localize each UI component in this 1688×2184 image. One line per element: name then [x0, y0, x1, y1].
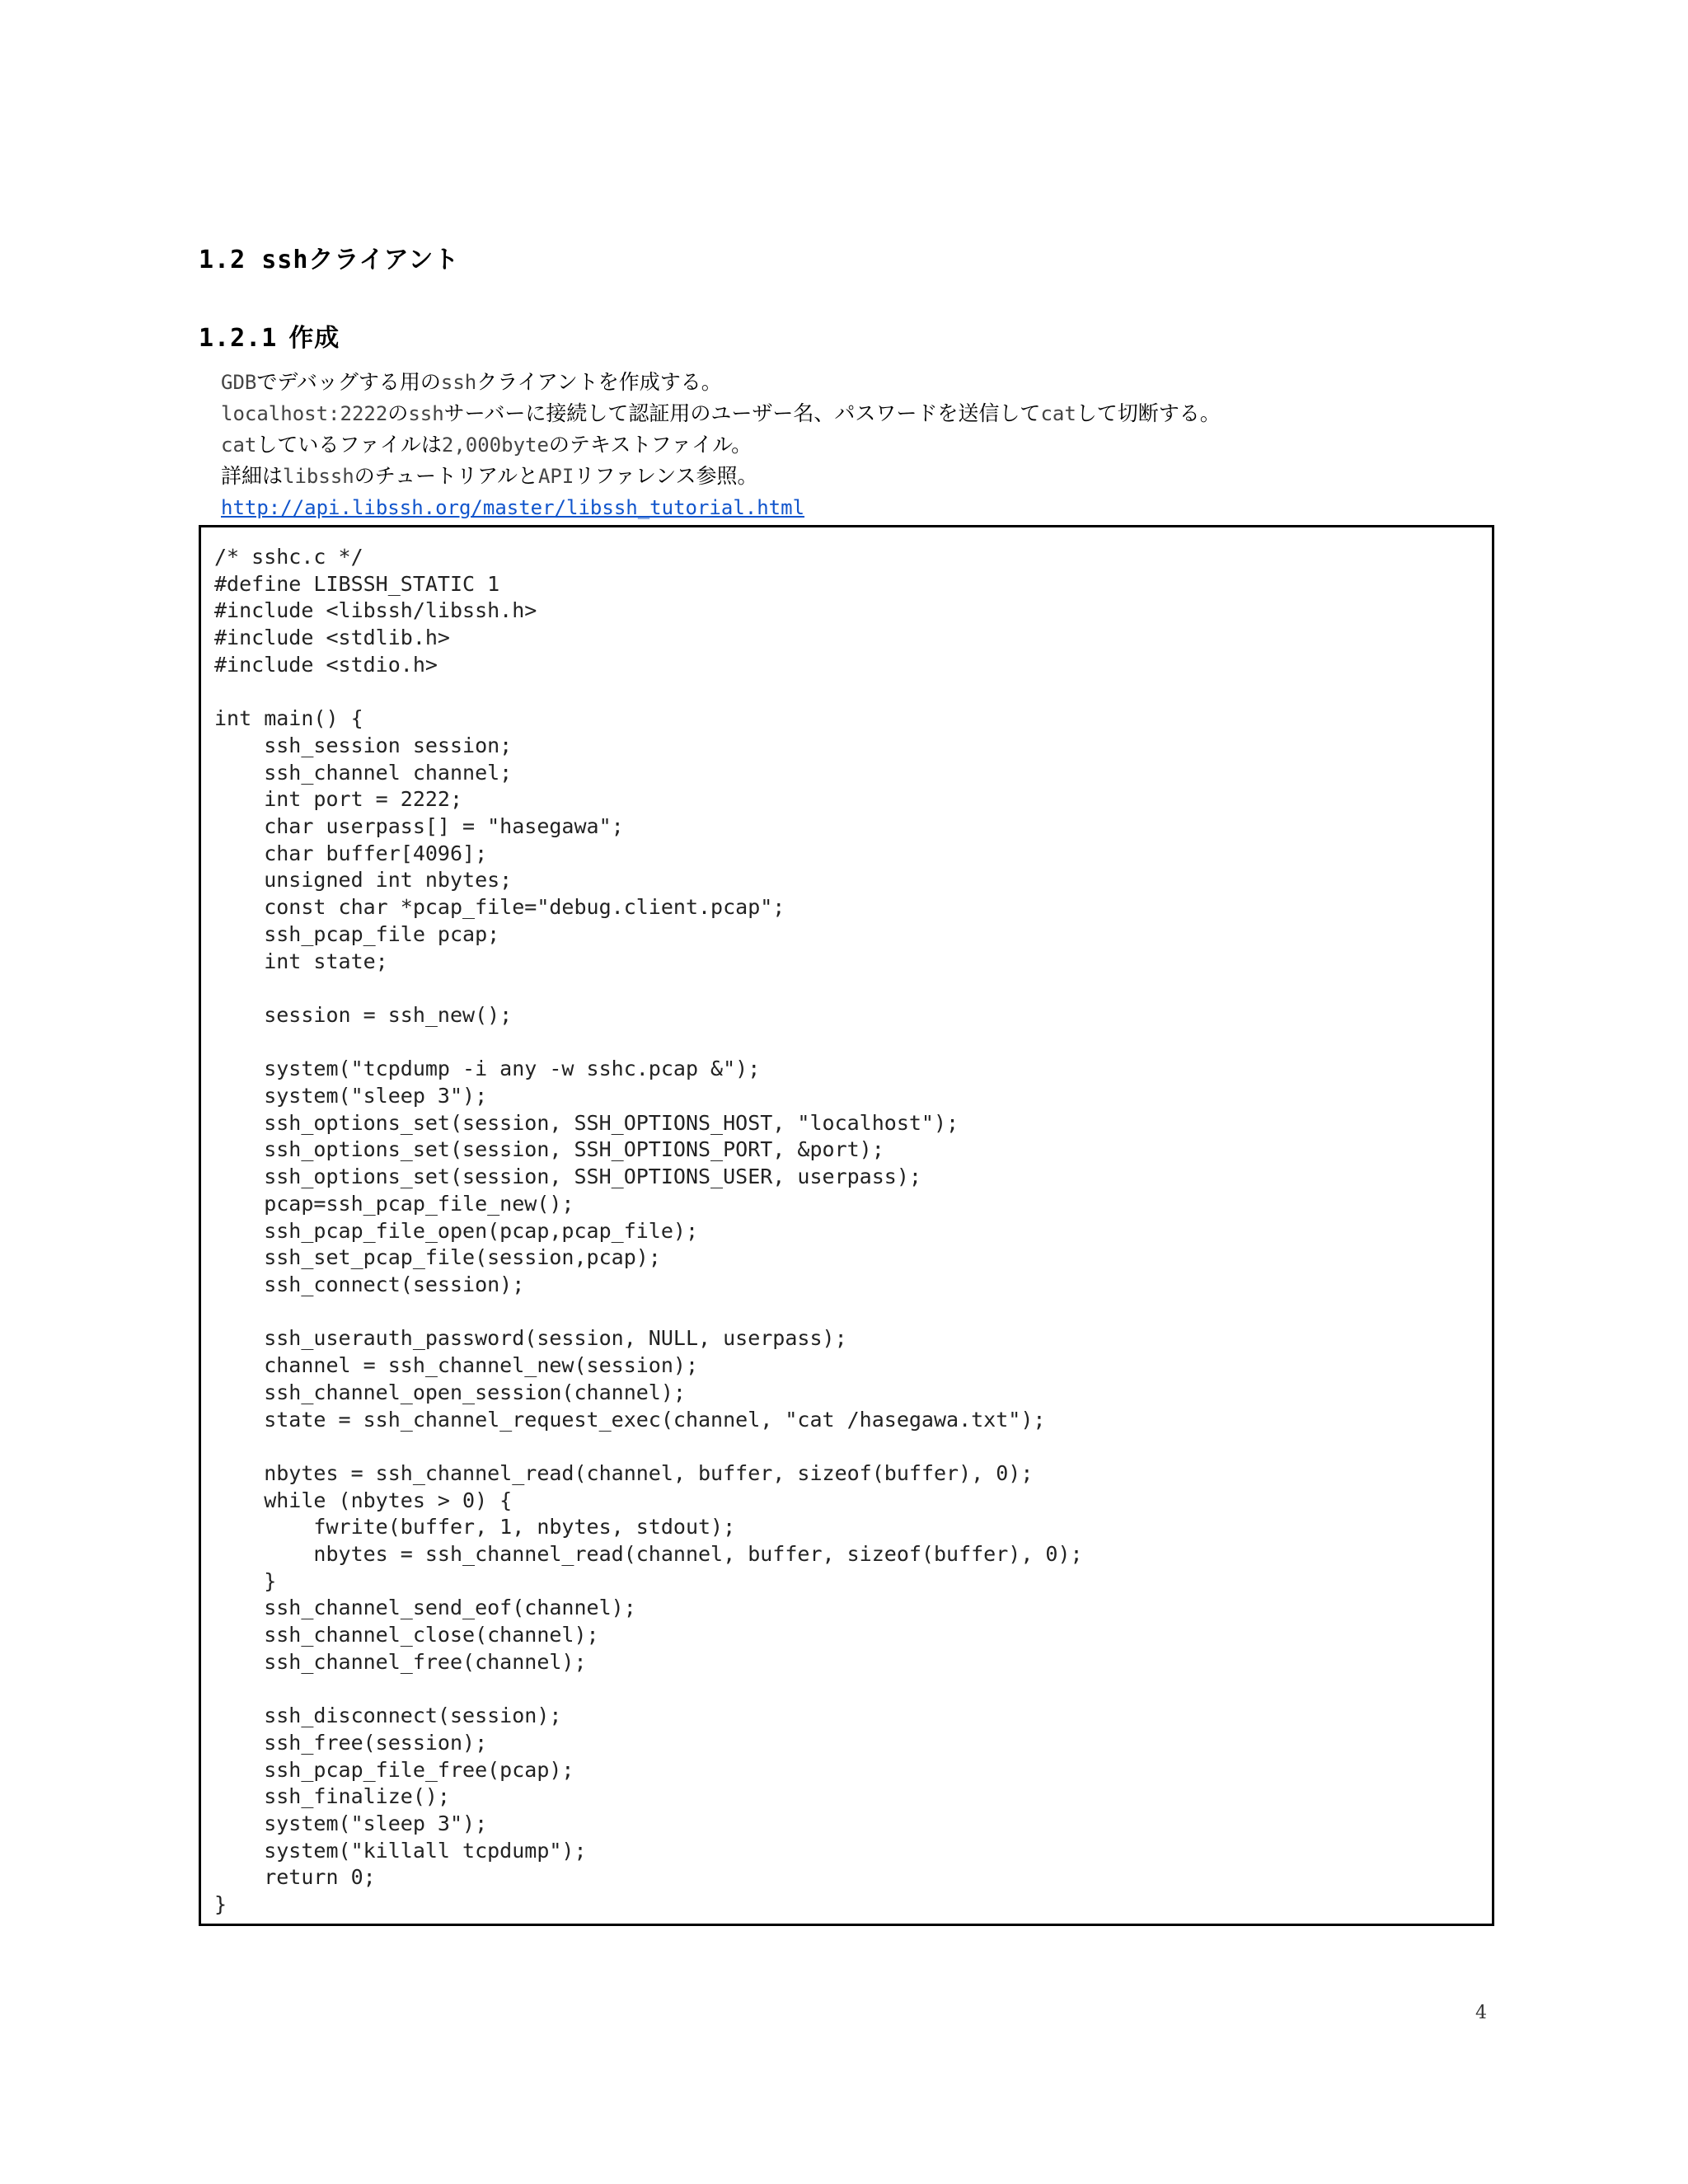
- intro-text: の: [387, 401, 409, 425]
- intro-text: GDB: [221, 371, 257, 394]
- intro-text: ssh: [440, 371, 477, 394]
- intro-line-2: [221, 398, 1221, 429]
- intro-text: して切断する。: [1076, 401, 1221, 425]
- intro-text: cat: [221, 434, 257, 457]
- intro-text: localhost:2222: [221, 402, 388, 425]
- intro-text: 2,000byte: [441, 434, 549, 457]
- intro-line-4: [221, 461, 1221, 492]
- intro-text: 詳細は: [221, 464, 284, 488]
- code-block: [199, 525, 1494, 1926]
- tutorial-link[interactable]: http://api.libssh.org/master/libssh_tutorial.html: [221, 496, 805, 519]
- intro-text: のテキストファイル。: [548, 433, 753, 457]
- intro-paragraph: [221, 367, 1221, 523]
- intro-text: ssh: [408, 402, 444, 425]
- intro-text: クライアントを作成する。: [476, 370, 722, 394]
- section-heading: [199, 239, 459, 275]
- intro-line-5: [221, 492, 1221, 523]
- subsection-title: 作成: [288, 324, 340, 353]
- page-number: 4: [1475, 2003, 1487, 2023]
- subsection-heading: [199, 317, 340, 354]
- intro-text: しているファイルは: [256, 433, 442, 457]
- intro-text: のチュートリアルと: [354, 464, 538, 488]
- subsection-number: 1.2.1: [199, 324, 278, 353]
- intro-text: libssh: [283, 465, 354, 488]
- intro-line-1: [221, 367, 1221, 398]
- intro-line-3: [221, 429, 1221, 461]
- section-number: 1.2: [199, 246, 246, 274]
- intro-text: cat: [1040, 402, 1076, 425]
- code-listing: /* sshc.c */ #define LIBSSH_STATIC 1 #include <libssh/libssh.h> #include <stdlib.h> #include <stdio.h> int main() { ssh_session session; ssh_channel channel; int port = 2222; char userpass[] = "hasegawa"; char buffer[4096]; unsigned int nbytes; const char *pcap_file="debug.client.pcap"; ssh_pcap_file pcap; int state; session = ssh_new(); system("tcpdump -i any -w sshc.pcap &"); system("sleep 3"); ssh_options_set(session, SSH_OPTIONS_HOST, "localhost"); ssh_options_set(session, SSH_OPTIONS_PORT, &port); ssh_options_set(session, SSH_OPTIONS_USER, userpass); pcap=ssh_pcap_file_new(); ssh_pcap_file_open(pcap,pcap_file); ssh_set_pcap_file(session,pcap); ssh_connect(session); ssh_userauth_password(session, NULL, userpass); channel = ssh_channel_new(session); ssh_channel_open_session(channel); state = ssh_channel_request_exec(channel, "cat /hasegawa.txt"); nbytes = ssh_channel_read(channel, buffer, sizeof(buffer), 0); while (nbytes > 0) { fwrite(buffer, 1, nbytes, stdout); nbytes = ssh_channel_read(channel, buffer, sizeof(buffer), 0); } ssh_channel_send_eof(channel); ssh_channel_close(channel); ssh_channel_free(channel); ssh_disconnect(session); ssh_free(session); ssh_pcap_file_free(pcap); ssh_finalize(); system("sleep 3"); system("killall tcpdump"); return 0; }: [214, 545, 1083, 1917]
- intro-text: サーバーに接続して認証用のユーザー名、パスワードを送信して: [443, 401, 1041, 425]
- intro-text: リファレンス参照。: [574, 464, 758, 488]
- section-title: sshクライアント: [261, 246, 460, 274]
- intro-text: API: [537, 465, 574, 488]
- intro-text: でデバッグする用の: [256, 370, 441, 394]
